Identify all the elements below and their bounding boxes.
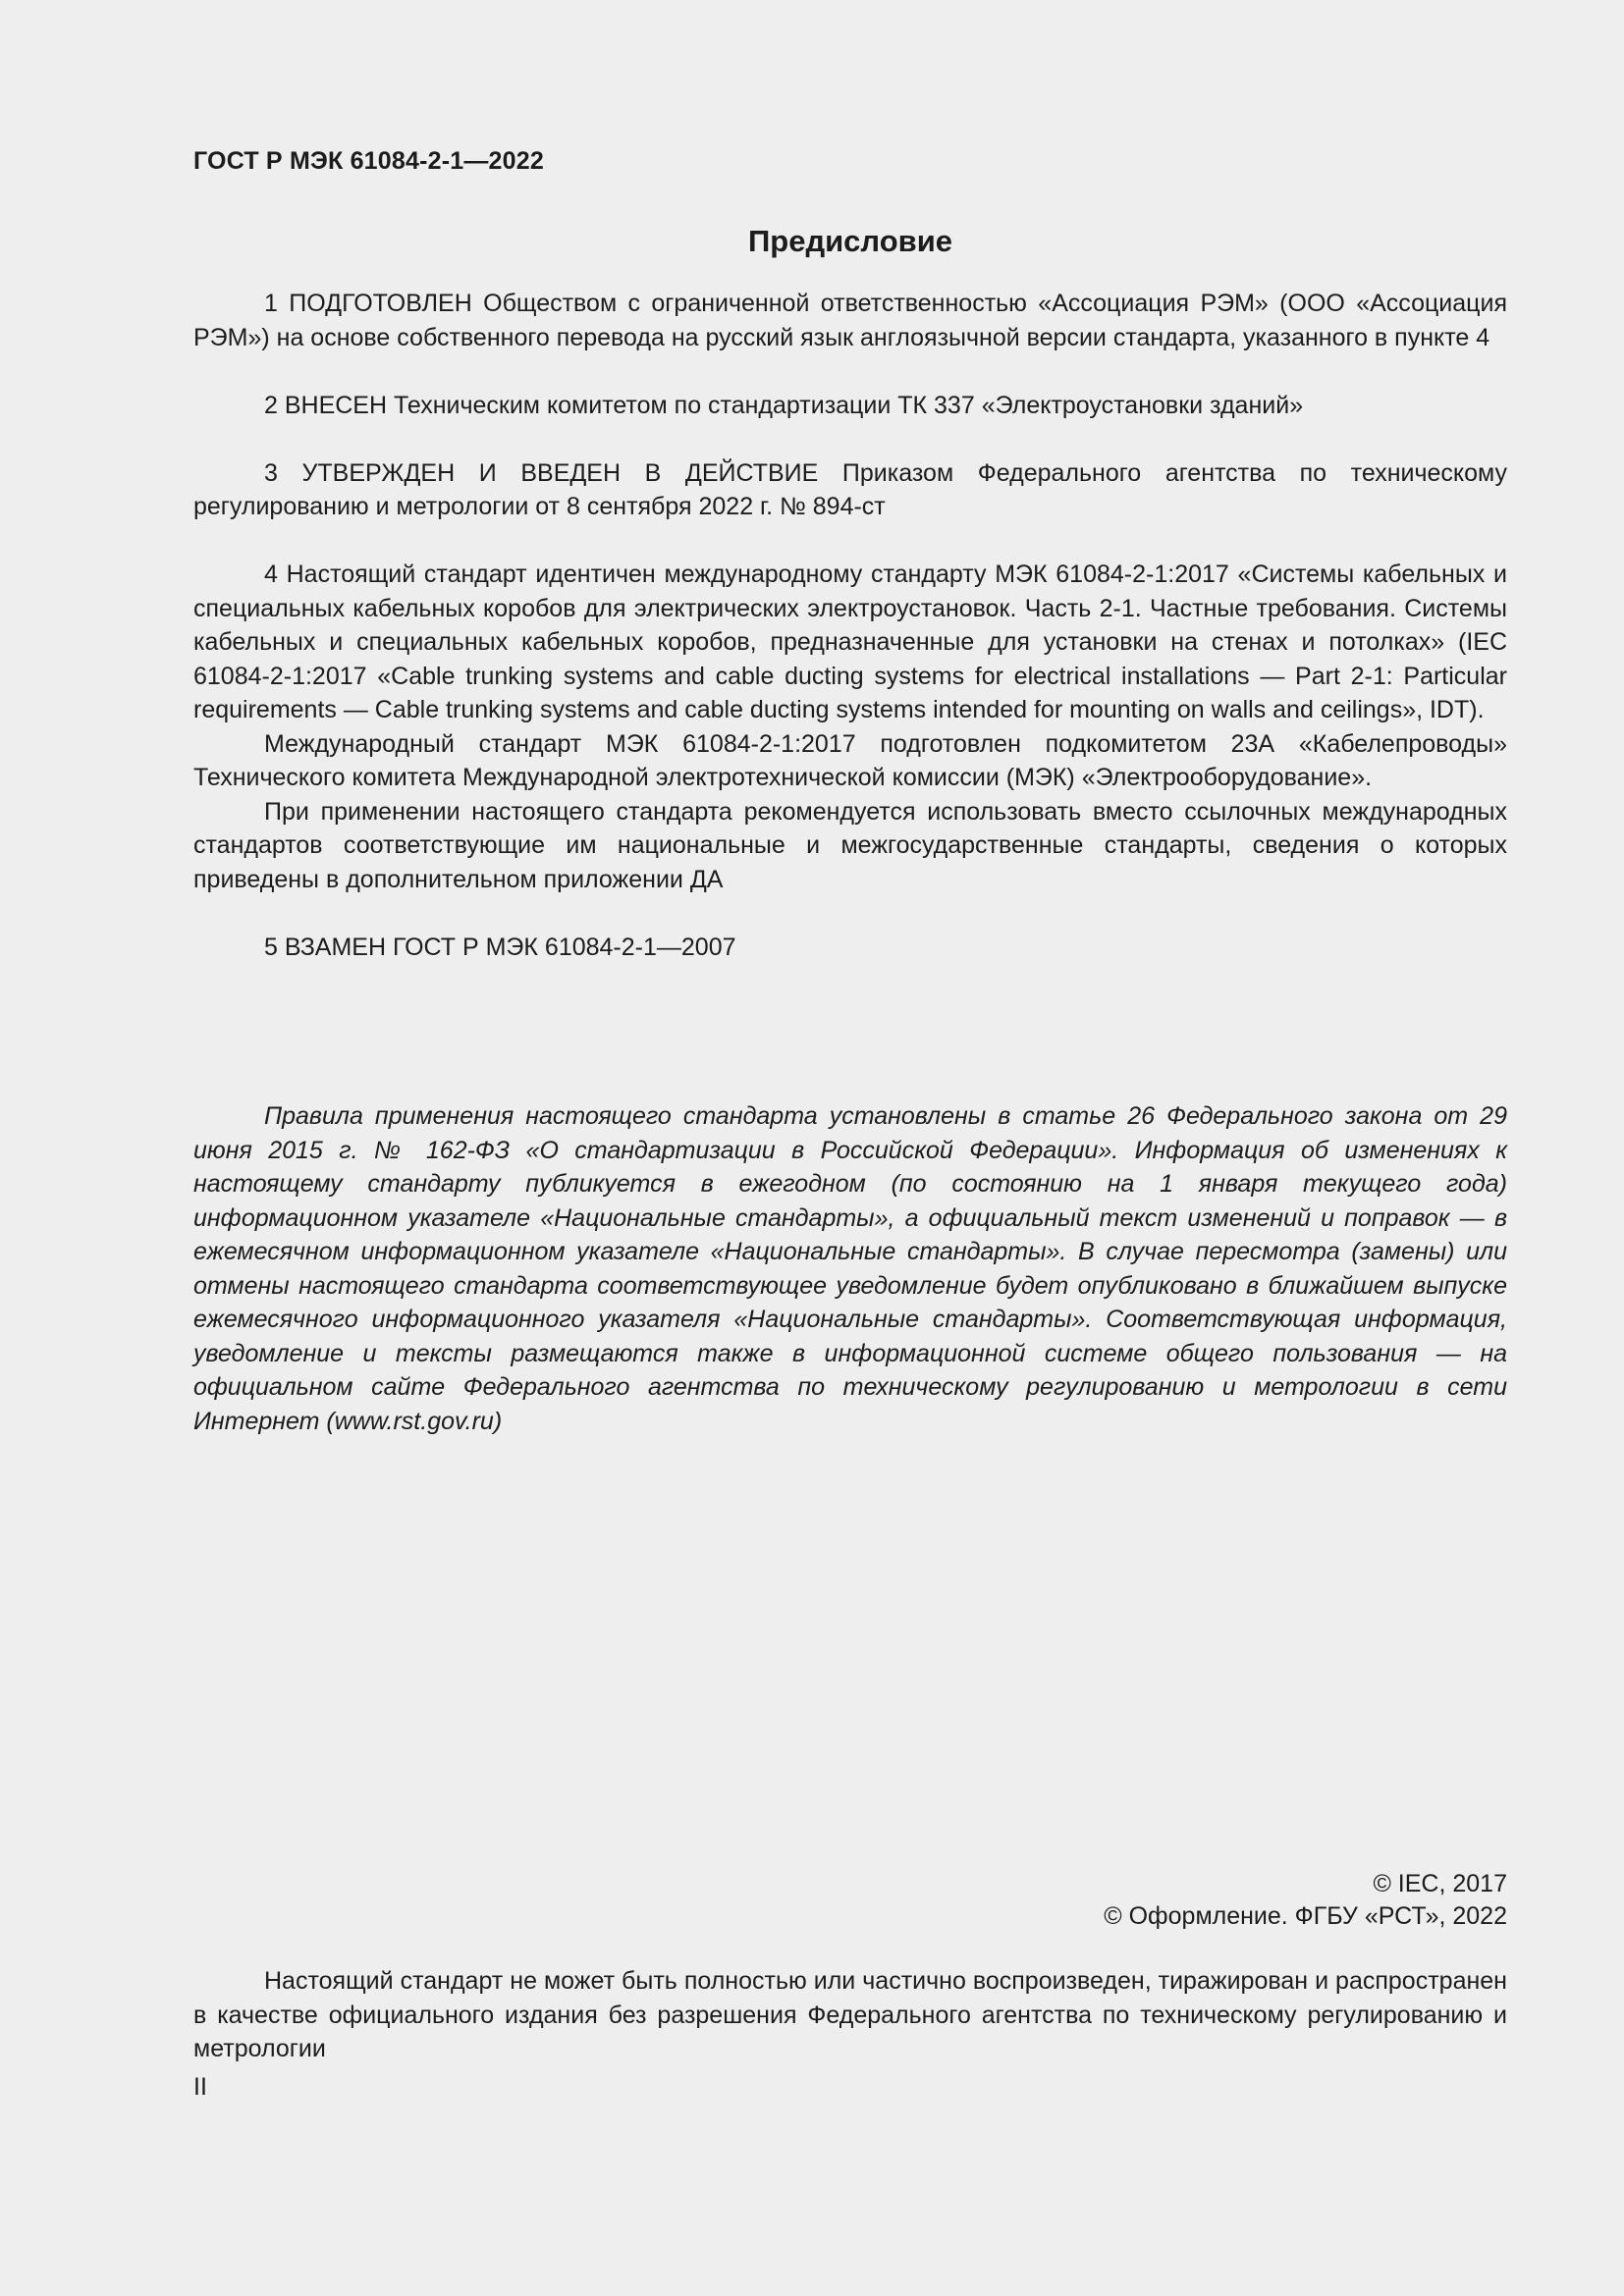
notice-text: Правила применения настоящего стандарта установлены в статье 26 Федерального закона от 29 июня 2015 г. № 162-ФЗ «О стандартизации в Российской Федерации». Информация об изменениях к настоящему стандарту публикуется в ежегодном (по состоянию на 1 января текущего года) информационном указателе «Национальные стандарты», а официальный текст изменений и поправок — в ежемесячном информационном указателе «Национальные стандарты». В случае пересмотра (замены) или отмены настоящего стандарта соответствующее уведомление будет опубликовано в ближайшем выпуске ежемесячного информационного указателя «Национальные стандарты». Соответствующая информация, уведомление и тексты размещаются также в информационной системе общего пользования — на официальном сайте Федерального агентства по техническому регулированию и метрологии в сети Интернет (www.rst.gov.ru)	[193, 1102, 1507, 1435]
paragraph-identical: 4 Настоящий стандарт идентичен международному стандарту МЭК 61084-2-1:2017 «Системы кабельных и специальных кабельных коробов для электрических электроустановок. Часть 2-1. Частные требования. Системы кабельных и специальных кабельных коробов, предназначенные для установки на стенах и потолках» (IEC 61084-2-1:2017 «Cable trunking systems and cable ducting systems for electrical installations — Part 2-1: Particular requirements — Cable trunking systems and cable ducting systems intended for mounting on walls and ceilings», IDT).	[193, 561, 1507, 723]
copyright-iec: © IEC, 2017	[1373, 1870, 1507, 1897]
foreword-body	[193, 287, 1507, 964]
paragraph-approved: 3 УТВЕРЖДЕН И ВВЕДЕН В ДЕЙСТВИЕ Приказом Федерального агентства по техническому регулированию и метрологии от 8 сентября 2022 г. № 894-ст	[193, 458, 1507, 520]
paragraph-references: При применении настоящего стандарта рекомендуется использовать вместо ссылочных международных стандартов соответствующие им национальные и межгосударственные стандарты, сведения о которых приведены в дополнительном приложении ДА	[193, 797, 1507, 893]
paragraph-prepared-by-iec: Международный стандарт МЭК 61084-2-1:2017 подготовлен подкомитетом 23А «Кабелепроводы» Технического комитета Международной электротехнической комиссии (МЭК) «Электрооборудование».	[193, 729, 1507, 791]
page-title: Предисловие	[747, 224, 952, 258]
reproduction-rights	[193, 1964, 1507, 2066]
copyright-rst: © Оформление. ФГБУ «РСТ», 2022	[1104, 1902, 1507, 1930]
copyright-block	[193, 1868, 1507, 1933]
paragraph-replaces: 5 ВЗАМЕН ГОСТ Р МЭК 61084-2-1—2007	[264, 933, 736, 961]
standard-rules-notice	[193, 1099, 1507, 1438]
paragraph-prepared: 1 ПОДГОТОВЛЕН Обществом с ограниченной ответственностью «Ассоциация РЭМ» (ООО «Ассоциация РЭМ») на основе собственного перевода на русский язык англоязычной версии стандарта, указанного в пункте 4	[193, 290, 1507, 351]
document-header: ГОСТ Р МЭК 61084-2-1—2022	[193, 147, 544, 175]
paragraph-submitted: 2 ВНЕСЕН Техническим комитетом по стандартизации ТК 337 «Электроустановки зданий»	[264, 391, 1304, 419]
rights-text: Настоящий стандарт не может быть полностью или частично воспроизведен, тиражирован и распространен в качестве официального издания без разрешения Федерального агентства по техническому регулированию и метрологии	[193, 1967, 1507, 2062]
page-number: II	[193, 2073, 207, 2101]
